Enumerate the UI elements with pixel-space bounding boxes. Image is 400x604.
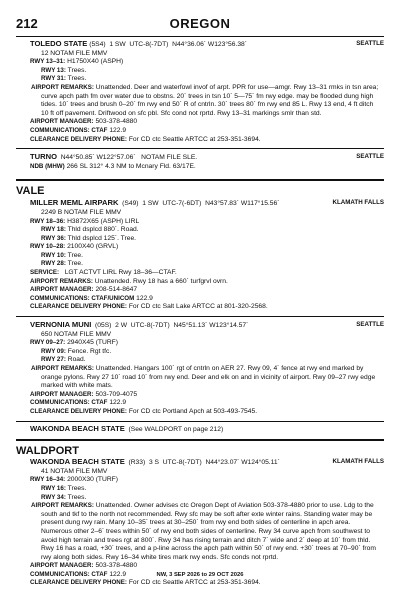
navaid-header-line	[16, 153, 384, 163]
airport-name: VERNONIA MUNI	[30, 320, 92, 330]
elevation-notam: 650 NOTAM FILE MMV	[41, 330, 112, 338]
ctaf-frequency: 122.9	[109, 126, 127, 134]
ndb-info: 266 SL 312° 4.3 NM to Mcnary Fld. 63/17E.	[66, 162, 196, 170]
airport-id: (5S4)	[89, 41, 106, 48]
manager-phone: 503-378-4880	[95, 562, 138, 570]
runway-info: 2100X40 (GRVL)	[67, 243, 119, 251]
communications-label: COMMUNICATIONS: CTAF	[30, 399, 108, 407]
airport-location: 3 S	[148, 459, 159, 467]
airport-id: (05S)	[95, 322, 112, 330]
airport-remarks	[16, 365, 384, 391]
airport-name: MILLER MEML AIRPARK	[30, 198, 119, 208]
elevation-notam: 2249 B NOTAM FILE MMV	[41, 208, 122, 216]
airport-entry-toledo-state	[16, 38, 384, 148]
airport-location: 2 W	[115, 322, 128, 330]
city-section-waldport	[16, 439, 384, 592]
runway-end-label: RWY 31:	[41, 75, 66, 83]
service-label: SERVICE:	[30, 269, 60, 277]
runway-label: RWY 09–27:	[30, 339, 66, 347]
airport-name: WAKONDA BEACH STATE	[30, 457, 125, 467]
communications-label: COMMUNICATIONS: CTAF	[30, 570, 108, 578]
airport-location: 1 SW	[109, 41, 126, 48]
ctaf-frequency: 122.9	[109, 570, 127, 578]
remarks-label: AIRPORT REMARKS:	[31, 83, 94, 91]
navaid-notam: NOTAM FILE SLE.	[141, 154, 198, 162]
manager-phone: 503-709-4075	[95, 390, 138, 398]
manager-label: AIRPORT MANAGER:	[30, 390, 94, 398]
runway-label: RWY 13–31:	[30, 58, 66, 66]
runway-end-info: Tree.	[67, 251, 83, 259]
runway-info: H1750X40 (ASPH)	[67, 58, 124, 66]
airport-utc: UTC-7(-6DT)	[162, 200, 202, 208]
page-header	[16, 14, 384, 37]
city-section-vale	[16, 179, 384, 437]
remarks-text: Unattended. Rwy 18 has a 660´ turfgrvl ovrn.	[94, 277, 228, 285]
cross-ref-text: (See WALDPORT on page 212)	[128, 425, 224, 433]
airport-coords: N44°36.06´ W123°56.38´	[172, 41, 247, 48]
navaid-name: TURNO	[30, 152, 57, 162]
runway-end-label: RWY 13:	[41, 66, 66, 74]
airport-remarks	[16, 502, 384, 562]
communications-label: COMMUNICATIONS: CTAF/UNICOM	[30, 294, 135, 302]
manager-label: AIRPORT MANAGER:	[30, 562, 94, 570]
service-text: LGT ACTVT LIRL Rwy 18–36—CTAF.	[64, 269, 177, 277]
edition-footer: NW, 3 SEP 2026 to 29 OCT 2026	[156, 572, 244, 578]
navaid-coords: N44°50.85´ W122°57.06´	[60, 154, 136, 162]
manager-label: AIRPORT MANAGER:	[30, 286, 94, 294]
runway-end-info: Trees.	[67, 493, 87, 501]
city-heading: VALE	[16, 185, 45, 198]
clearance-label: CLEARANCE DELIVERY PHONE:	[30, 135, 127, 143]
airport-coords: N45°51.13´ W123°14.57´	[173, 322, 249, 330]
clearance-text: For CD ctc Seattle ARTCC at 253-351-3694.	[128, 579, 261, 587]
airport-header-line	[16, 199, 384, 209]
airport-header-line	[16, 321, 384, 331]
runway-end-info: Thld dsplcd 880´. Road.	[67, 226, 139, 234]
ctaf-frequency: 122.9	[136, 294, 153, 302]
page-state-title: OREGON	[169, 16, 231, 31]
runway-info: H3872X65 (ASPH) LIRL	[67, 217, 140, 225]
runway-end-label: RWY 16:	[41, 484, 66, 492]
runway-end-label: RWY 27:	[41, 356, 66, 364]
navaid-entry-turno	[16, 148, 384, 175]
airport-id: (R33)	[128, 459, 146, 467]
airport-entry-miller-meml-airpark	[16, 198, 384, 316]
runway-end-info: Fence. Rgt tfc.	[67, 347, 112, 355]
runway-end-info: Road.	[67, 356, 86, 364]
page-number: 212	[16, 16, 38, 31]
airport-coords: N44°23.07´ W124°05.11´	[205, 459, 280, 467]
airport-remarks	[16, 84, 384, 118]
remarks-label: AIRPORT REMARKS:	[31, 365, 94, 372]
sectional-chart: KLAMATH FALLS	[332, 199, 384, 207]
clearance-label: CLEARANCE DELIVERY PHONE:	[30, 579, 127, 587]
airport-utc: UTC-8(-7DT)	[129, 41, 169, 48]
elevation-notam: 41 NOTAM FILE MMV	[41, 467, 108, 475]
remarks-label: AIRPORT REMARKS:	[30, 277, 93, 285]
runway-end-label: RWY 34:	[41, 493, 66, 501]
airport-header-line	[16, 458, 384, 468]
runway-label: RWY 18–36:	[30, 217, 66, 225]
runway-label: RWY 10–28:	[30, 243, 66, 251]
communications-label: COMMUNICATIONS: CTAF	[30, 126, 108, 134]
runway-end-label: RWY 28:	[41, 260, 66, 268]
clearance-label: CLEARANCE DELIVERY PHONE:	[30, 407, 127, 415]
cross-ref-name: WAKONDA BEACH STATE	[30, 423, 125, 433]
sectional-chart: SEATTLE	[356, 321, 384, 329]
runway-end-label: RWY 10:	[41, 251, 66, 259]
airport-id: (S49)	[122, 200, 139, 208]
ctaf-frequency: 122.9	[109, 399, 127, 407]
elevation-notam: 12 NOTAM FILE MMV	[41, 49, 108, 57]
runway-end-info: Tree.	[67, 260, 83, 268]
runway-info: 2940X45 (TURF)	[67, 339, 118, 347]
sectional-chart: SEATTLE	[356, 153, 384, 161]
airport-utc: UTC-8(-7DT)	[162, 459, 202, 467]
remarks-label: AIRPORT REMARKS:	[31, 502, 94, 510]
airport-header-line	[16, 40, 384, 50]
runway-info: 2000X30 (TURF)	[67, 476, 118, 484]
clearance-text: For CD ctc Salt Lake ARTCC at 801-320-2568.	[128, 303, 268, 311]
manager-label: AIRPORT MANAGER:	[30, 118, 94, 126]
city-heading: WALDPORT	[16, 445, 79, 458]
runway-end-label: RWY 18:	[41, 226, 66, 234]
runway-end-label: RWY 36:	[41, 234, 66, 242]
airport-utc: UTC-8(-7DT)	[130, 322, 170, 330]
clearance-label: CLEARANCE DELIVERY PHONE:	[30, 303, 127, 311]
manager-phone: 503-378-4880	[95, 118, 138, 126]
cross-reference-wakonda	[16, 421, 384, 438]
runway-end-info: Trees.	[67, 75, 87, 83]
sectional-chart: SEATTLE	[356, 40, 384, 47]
ndb-label: NDB (MHW)	[30, 162, 65, 170]
clearance-text: For CD ctc Seattle ARTCC at 253-351-3694.	[128, 135, 261, 143]
manager-phone: 208-514-8647	[95, 286, 138, 294]
runway-end-label: RWY 09:	[41, 347, 66, 355]
remarks-text: Unattended. Owner advises ctc Oregon Dept of Aviation 503-378-4880 prior to use. Ldg to the south and tkf to the north not recommended. Rwy sfc may be soft after exte winter rains. Standing water may be present dung rwy rain. Many 10–35´ trees at 30–250´ from rwy end both sides of centerline in apch area. Numerous other 2–6´ trees within 50´ of rwy end both sides of centerline. Rwy 34 curve apch from southwest to avoid high terrain and trees rgt at 800´. Rwy 34 has rising terrain and ditch 7´ wide and 2´ deep at 10´ from thld. Rwy 16 has a road, +30´ trees, and a p-line across the apch path within 50´ of rwy end. +30´ trees at 70–90´ from rwy along both sides. Rwy 16–34 white tires mark rwy ends. Sfc conds not rprtd.	[41, 502, 376, 561]
runway-end-info: Trees.	[67, 66, 87, 74]
runway-end-info: Trees.	[67, 484, 87, 492]
runway-end-info: Thld dsplcd 125´. Tree.	[67, 234, 137, 242]
airport-name: TOLEDO STATE	[30, 39, 88, 48]
runway-label: RWY 16–34:	[30, 476, 66, 484]
airport-entry-vernonia-muni	[16, 316, 384, 421]
airport-coords: N43°57.83´ W117°15.56´	[205, 200, 280, 208]
sectional-chart: KLAMATH FALLS	[332, 458, 384, 466]
remarks-text: Unattended. Hangars 100´ rgt of cntrln on AER 27. Rwy 09, 4´ fence at rwy end marked by orange pylons. Rwy 27 10´ road 10´ from rwy end. Deer and elk on and in vicinity of airport. Rwy 09–27 rwy edge marked with white mats.	[41, 365, 376, 390]
directory-content	[16, 38, 384, 592]
clearance-text: For CD ctc Portland Apch at 503-493-7545.	[128, 407, 258, 415]
remarks-text: Unattended. Deer and waterfowl invof of arpt. PPR for use—amgr. Rwy 13–31 rmks in tsn area; curve apch path fm over water due to obstns. 20´ trees in tsn 10´ 5—75´ fm rwy edge. may be flooded dung high tides. 10´ trees and brush 0–20´ fm rwy end 50´ R of cntrln. 30´ trees 80´ fm rwy end 85 L. Rwy 13 end, 4 ft ditch 10 ft off pavement. Driftwood on sfc pbl. Sfc cond not rprtd. Rwy 13–31 markings smlr than std.	[41, 83, 379, 117]
airport-location: 1 SW	[142, 200, 159, 208]
